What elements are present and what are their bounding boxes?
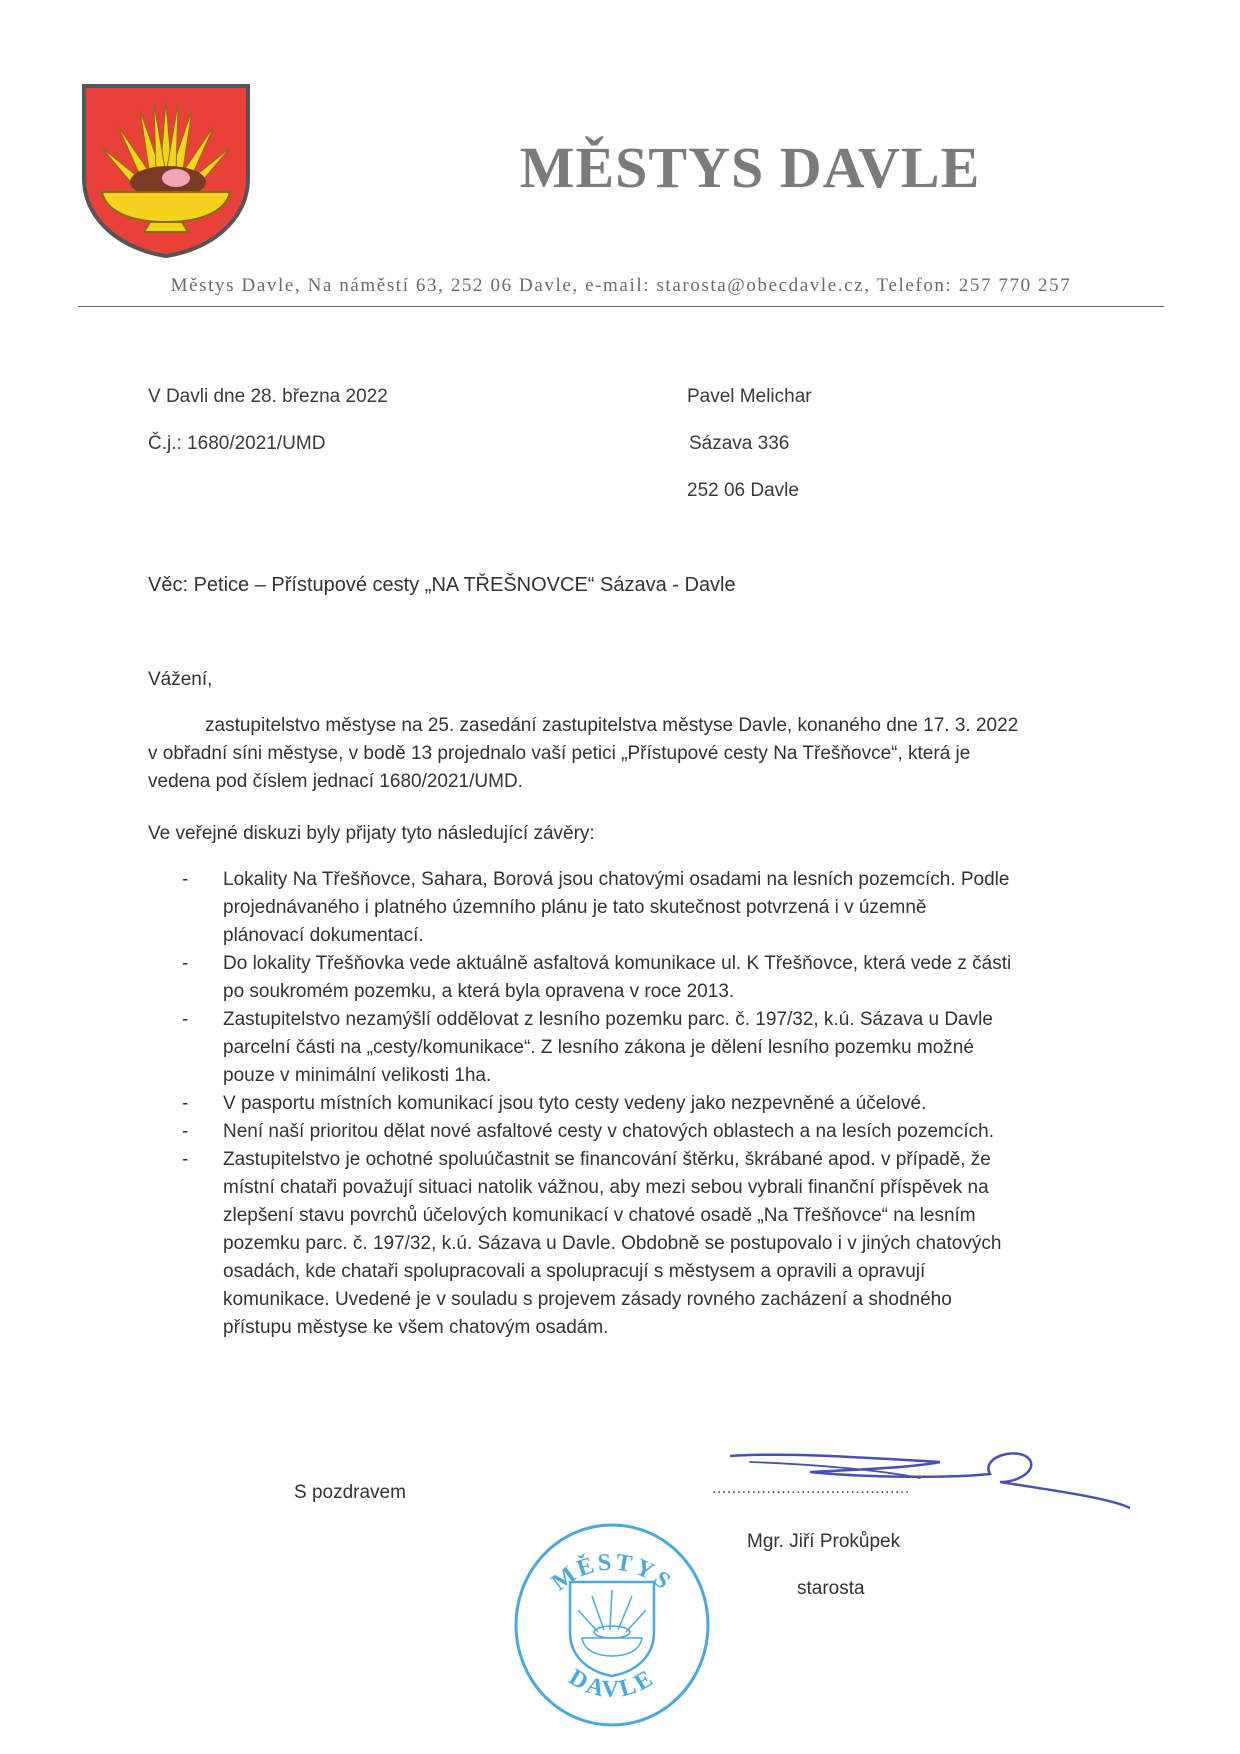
conclusions-list <box>182 866 1102 1342</box>
bullet-dash: - <box>182 1009 189 1030</box>
conclusion-line: komunikace. Uvedené je v souladu s projevem zásady rovného zacházení a shodného <box>223 1289 952 1310</box>
signer-name: Mgr. Jiří Prokůpek <box>747 1531 901 1552</box>
conclusion-item <box>182 866 1102 950</box>
recipient-city: 252 06 Davle <box>687 480 799 501</box>
conclusion-line: V pasportu místních komunikací jsou tyto cesty vedeny jako nezpevněné a účelové. <box>223 1093 927 1114</box>
svg-text:DAVLE <box>564 1664 660 1702</box>
signer-title: starosta <box>797 1578 865 1599</box>
conclusion-line: projednávaného i platného územního plánu je tato skutečnost potvrzená i v územně <box>223 897 927 918</box>
letter-date: V Davli dne 28. března 2022 <box>148 386 388 407</box>
bullet-dash: - <box>182 869 189 890</box>
conclusion-line: Lokality Na Třešňovce, Sahara, Borová jsou chatovými osadami na lesních pozemcích. Podle <box>223 869 1010 890</box>
conclusions-intro: Ve veřejné diskuzi byly přijaty tyto následující závěry: <box>148 823 595 844</box>
conclusion-item <box>182 1006 1102 1090</box>
conclusion-line: pozemku parc. č. 197/32, k.ú. Sázava u Davle. Obdobně se postupovalo i v jiných chatových <box>223 1233 1002 1254</box>
recipient-name: Pavel Melichar <box>687 386 812 407</box>
letter-subject: Věc: Petice – Přístupové cesty „NA TŘEŠNOVCE“ Sázava - Davle <box>148 574 736 596</box>
letterhead-contact-line: Městys Davle, Na náměstí 63, 252 06 Davle, e-mail: starosta@obecdavle.cz, Telefon: 257 770 257 <box>170 275 1072 296</box>
organization-title: MĚSTYS DAVLE <box>519 135 981 200</box>
bullet-dash: - <box>182 1093 189 1114</box>
reference-number: Č.j.: 1680/2021/UMD <box>148 433 326 454</box>
conclusion-line: Není naší prioritou dělat nové asfaltové cesty v chatových oblastech a na lesích pozemcích. <box>223 1121 994 1142</box>
conclusion-line: po soukromém pozemku, a která byla opravena v roce 2013. <box>223 981 735 1002</box>
paragraph-line: zastupitelstvo městyse na 25. zasedání zastupitelstva městyse Davle, konaného dne 17. 3. 2022 <box>205 715 1019 736</box>
svg-text:MĚSTYS <box>547 1549 677 1596</box>
body-paragraph <box>148 712 1096 796</box>
conclusion-line: místní chataři považují situaci natolik vážnou, aby mezi sebou vybrali finanční příspěvek na <box>223 1177 989 1198</box>
conclusion-line: Do lokality Třešňovka vede aktuálně asfaltová komunikace ul. K Třešňovce, která vede z části <box>223 953 1012 974</box>
bullet-dash: - <box>182 1149 189 1170</box>
conclusion-line: osadách, kde chataři spolupracovali a spolupracují s městysem a opravili a opravují <box>223 1261 926 1282</box>
paragraph-line: vedena pod číslem jednací 1680/2021/UMD. <box>148 771 523 792</box>
signature-line: ........................................ <box>712 1480 910 1497</box>
coat-of-arms-logo <box>80 82 252 260</box>
conclusion-line: přístupu městyse ke všem chatovým osadám. <box>223 1317 609 1338</box>
conclusion-item <box>182 1090 1102 1118</box>
paragraph-line: v obřadní síni městyse, v bodě 13 projednalo vaší petici „Přístupové cesty Na Třešňovce“, která je <box>148 743 971 764</box>
bullet-dash: - <box>182 1121 189 1142</box>
conclusion-line: Zastupitelstvo nezamýšlí oddělovat z lesního pozemku parc. č. 197/32, k.ú. Sázava u Davle <box>223 1009 993 1030</box>
conclusion-line: zlepšení stavu povrchů účelových komunikací v chatové osadě „Na Třešňovce“ na lesním <box>223 1205 976 1226</box>
stamp-top-text: MĚSTYS <box>547 1549 678 1597</box>
closing-greeting: S pozdravem <box>294 1482 406 1503</box>
official-stamp <box>512 1520 712 1730</box>
conclusion-line: Zastupitelstvo je ochotné spoluúčastnit se financování štěrku, škrábané apod. v případě, že <box>223 1149 991 1170</box>
stamp-bottom-text: DAVLE <box>564 1664 660 1703</box>
conclusion-item <box>182 1118 1102 1146</box>
recipient-street: Sázava 336 <box>689 433 790 454</box>
conclusion-item <box>182 1146 1102 1342</box>
conclusion-line: plánovací dokumentací. <box>223 925 424 946</box>
conclusion-line: parcelní části na „cesty/komunikace“. Z lesního zákona je dělení lesního pozemku možné <box>223 1037 974 1058</box>
bullet-dash: - <box>182 953 189 974</box>
salutation: Vážení, <box>148 669 213 690</box>
conclusion-item <box>182 950 1102 1006</box>
conclusion-line: pouze v minimální velikosti 1ha. <box>223 1065 492 1086</box>
letterhead-divider <box>78 306 1164 307</box>
